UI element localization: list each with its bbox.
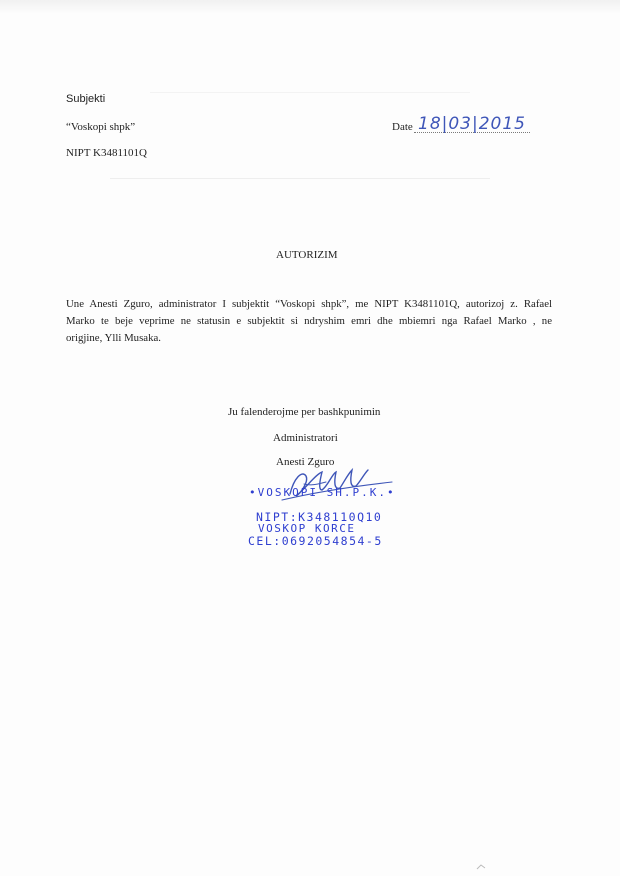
company-name: “Voskopi shpk” <box>66 121 136 133</box>
signatory-role: Administratori <box>273 432 338 444</box>
scan-artifact-line <box>150 92 470 93</box>
stamp-nipt: NIPT:K348110Q10 <box>256 510 383 524</box>
document-title: AUTORIZIM <box>276 249 338 261</box>
scan-artifact-line <box>110 178 490 179</box>
paragraph-line: Marko te beje veprime ne statusin e subjektit si ndryshim emri dhe mbiemri nga Rafael Marko , ne <box>66 315 552 327</box>
paragraph-line: Une Anesti Zguro, administrator I subjektit “Voskopi shpk”, me NIPT K3481101Q, autorizoj z. Rafael <box>66 298 552 310</box>
authorization-paragraph <box>66 296 552 347</box>
stamp-location: VOSKOP KORCE <box>258 522 356 535</box>
scan-mark <box>476 864 486 870</box>
subject-label: Subjekti <box>66 93 106 105</box>
signatory-name: Anesti Zguro <box>276 456 335 468</box>
company-stamp-title: •VOSKOPI SH.P.K.• <box>249 486 396 499</box>
scan-edge-shadow <box>0 0 620 14</box>
paragraph-line: origjine, Ylli Musaka. <box>66 332 161 344</box>
date-label: Date <box>392 121 413 133</box>
nipt-number: NIPT K3481101Q <box>66 147 147 159</box>
handwritten-date: 18|03|2015 <box>418 114 526 134</box>
closing-thanks: Ju falenderojme per bashkpunimin <box>228 406 381 418</box>
handwritten-signature <box>276 460 396 508</box>
stamp-phone: CEL:0692054854-5 <box>248 534 383 548</box>
